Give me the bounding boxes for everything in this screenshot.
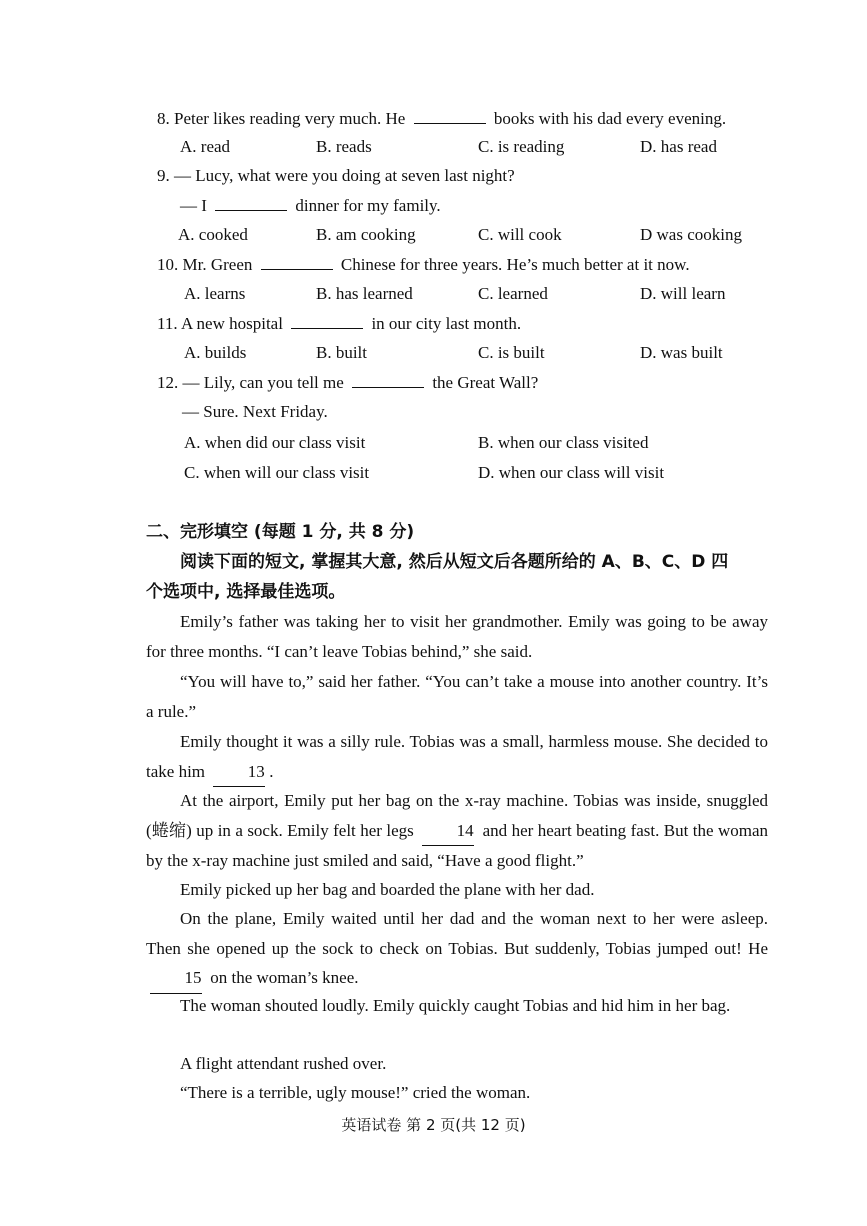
question-8 xyxy=(157,107,726,130)
passage-paragraph xyxy=(146,727,768,787)
option-c: C. is reading xyxy=(478,137,565,156)
passage-text: At the airport, Emily put her bag on the x-ray machine. Tobias was inside, snuggled (蜷缩) up in a sock. Emily felt her legs xyxy=(146,791,768,840)
question-text: books with his dad every evening. xyxy=(493,109,727,128)
passage-paragraph xyxy=(146,786,768,876)
section-instruction: 个选项中, 选择最佳选项。 xyxy=(146,582,346,602)
passage-paragraph: The woman shouted loudly. Emily quickly caught Tobias and hid him in her bag. xyxy=(180,996,731,1015)
answer-blank xyxy=(414,107,486,124)
option-d: D. has read xyxy=(640,137,717,156)
cloze-blank-13: 13 xyxy=(213,757,265,788)
option-b: B. built xyxy=(316,343,368,362)
question-11 xyxy=(157,312,521,335)
passage-text: Emily thought it was a silly rule. Tobias was a small, harmless mouse. She decided to take him xyxy=(146,732,768,781)
option-d: D. was built xyxy=(640,343,723,362)
question-text: Peter likes reading very much. He xyxy=(174,109,406,128)
question-10 xyxy=(157,253,690,276)
passage-paragraph: Emily’s father was taking her to visit her grandmother. Emily was going to be away for three months. “I can’t leave Tobias behind,” she said. xyxy=(146,612,768,661)
option-a: A. when did our class visit xyxy=(184,433,366,452)
answer-blank xyxy=(261,253,333,270)
section-instruction: 阅读下面的短文, 掌握其大意, 然后从短文后各题所给的 A、B、C、D 四 xyxy=(180,552,729,572)
option-d: D was cooking xyxy=(640,225,742,244)
question-text: — Lucy, what were you doing at seven last night? xyxy=(174,166,515,185)
section-title: 二、完形填空 (每题 1 分, 共 8 分) xyxy=(146,522,415,542)
option-d: D. when our class will visit xyxy=(478,463,665,482)
option-c: C. learned xyxy=(478,284,548,303)
question-text: — Lily, can you tell me xyxy=(182,373,344,392)
option-b: B. when our class visited xyxy=(478,433,649,452)
question-text: Mr. Green xyxy=(182,255,253,274)
option-c: C. will cook xyxy=(478,225,562,244)
question-12 xyxy=(157,371,538,394)
option-a: A. learns xyxy=(184,284,246,303)
question-text: — I xyxy=(180,196,207,215)
question-text: in our city last month. xyxy=(371,314,522,333)
question-number: 8. xyxy=(157,109,170,128)
option-c: C. is built xyxy=(478,343,545,362)
question-12-reply: — Sure. Next Friday. xyxy=(182,402,328,421)
option-b: B. am cooking xyxy=(316,225,416,244)
question-number: 11. xyxy=(157,314,178,333)
passage-text: . xyxy=(269,761,274,781)
passage-text: and her heart beating fast. But the woman by the x-ray machine just smiled and said, “Have a good flight.” xyxy=(146,820,769,871)
cloze-blank-15: 15 xyxy=(150,963,202,994)
question-text: dinner for my family. xyxy=(295,196,441,215)
option-a: A. read xyxy=(180,137,231,156)
question-number: 12. xyxy=(157,373,179,392)
page-footer: 英语试卷 第 2 页(共 12 页) xyxy=(341,1116,526,1134)
passage-paragraph: Emily picked up her bag and boarded the plane with her dad. xyxy=(180,880,595,899)
answer-blank xyxy=(352,371,424,388)
question-text: Chinese for three years. He’s much better at it now. xyxy=(340,255,690,274)
question-9-reply xyxy=(180,194,441,217)
option-a: A. builds xyxy=(184,343,247,362)
option-d: D. will learn xyxy=(640,284,726,303)
question-text: the Great Wall? xyxy=(432,373,539,392)
answer-blank xyxy=(215,194,287,211)
passage-paragraph: A flight attendant rushed over. xyxy=(180,1054,387,1073)
option-b: B. has learned xyxy=(316,284,413,303)
passage-text: On the plane, Emily waited until her dad and the woman next to her were asleep. Then she opened up the sock to check on Tobias. But suddenly, Tobias jumped out! He xyxy=(146,909,768,958)
cloze-blank-14: 14 xyxy=(422,816,474,847)
question-number: 9. xyxy=(157,166,170,185)
question-9 xyxy=(157,165,515,187)
option-b: B. reads xyxy=(316,137,372,156)
question-text: A new hospital xyxy=(180,314,283,333)
passage-text: on the woman’s knee. xyxy=(210,968,359,988)
question-number: 10. xyxy=(157,255,179,274)
option-c: C. when will our class visit xyxy=(184,463,370,482)
answer-blank xyxy=(291,312,363,329)
option-a: A. cooked xyxy=(178,225,248,244)
passage-paragraph: “You will have to,” said her father. “You can’t take a mouse into another country. It’s a rule.” xyxy=(146,672,768,721)
passage-paragraph: “There is a terrible, ugly mouse!” cried the woman. xyxy=(180,1083,531,1102)
passage-paragraph xyxy=(146,904,768,994)
